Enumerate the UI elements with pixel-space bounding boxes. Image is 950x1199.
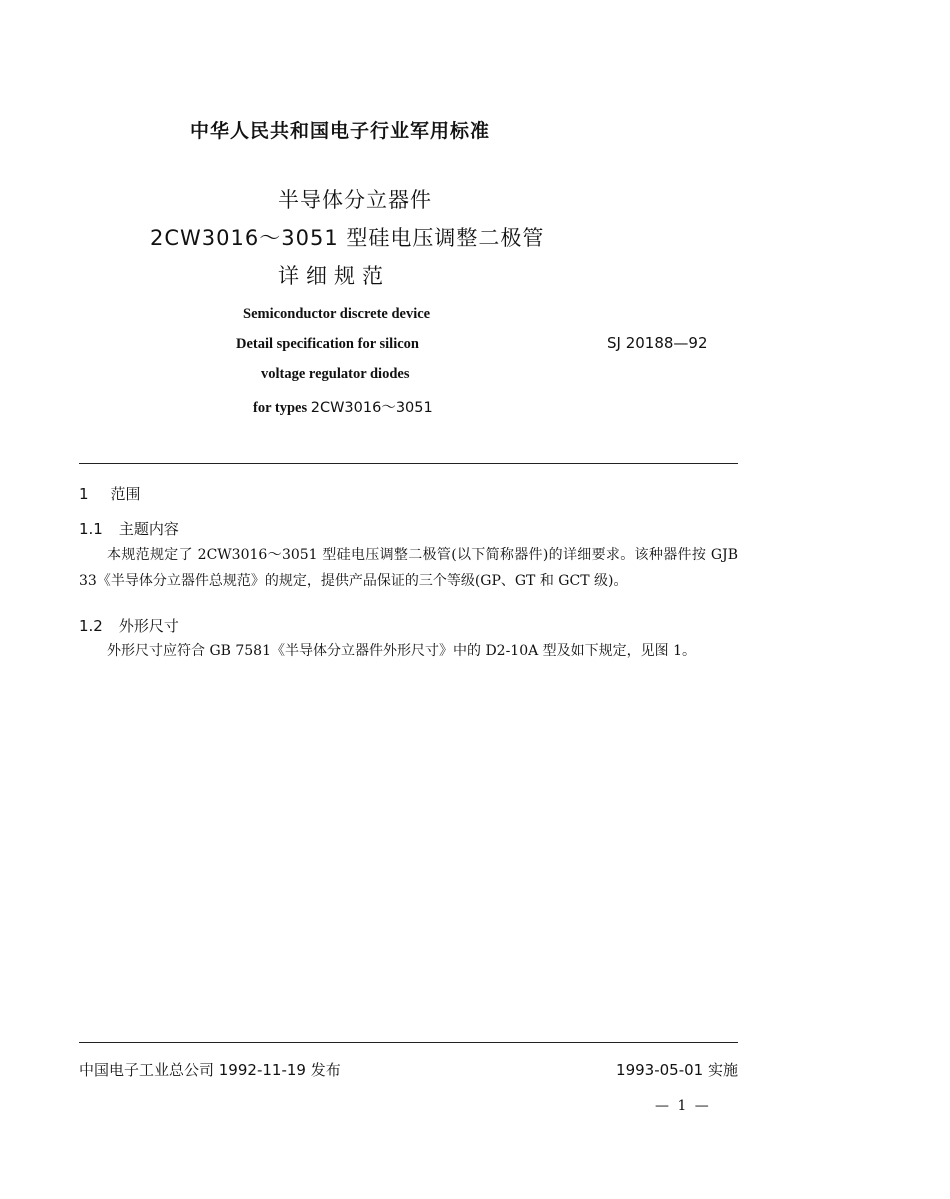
issue-date: 中国电子工业总公司 1992-11-19 发布 — [79, 1061, 341, 1079]
title-en-line-4-types: 2CW3016～3051 — [310, 400, 433, 416]
title-en-line-4 — [253, 396, 433, 417]
title-en-line-3: voltage regulator diodes — [261, 366, 410, 382]
title-cn-line-1: 半导体分立器件 — [278, 188, 432, 212]
section-1-heading — [79, 483, 141, 504]
section-1-2-heading — [79, 615, 179, 636]
section-1-title: 范围 — [110, 485, 141, 503]
title-en-line-1: Semiconductor discrete device — [243, 306, 431, 322]
title-en-line-4-prefix: for types — [253, 400, 311, 416]
bottom-divider — [79, 1042, 738, 1043]
section-1-1-title: 主题内容 — [118, 520, 179, 538]
section-1-1-paragraph: 本规范规定了 2CW3016～3051 型硅电压调整二极管(以下简称器件)的详细要求。该种器件按 GJB 33《半导体分立器件总规范》的规定，提供产品保证的三个等级(GP、GT 和 GCT 级)。 — [79, 547, 738, 589]
title-cn-line-3: 详细规范 — [278, 264, 390, 288]
page-number: — 1 — — [655, 1098, 711, 1114]
title-cn-line-2: 2CW3016～3051 型硅电压调整二极管 — [150, 226, 545, 250]
section-1-2-number: 1.2 — [79, 617, 103, 635]
section-1-1-heading — [79, 518, 179, 539]
title-en-line-2: Detail specification for silicon — [236, 336, 419, 352]
standard-code: SJ 20188—92 — [607, 334, 708, 352]
section-1-number: 1 — [79, 485, 89, 503]
section-1-2-paragraph: 外形尺寸应符合 GB 7581《半导体分立器件外形尺寸》中的 D2-10A 型及如下规定，见图 1。 — [107, 643, 697, 659]
section-1-1-number: 1.1 — [79, 520, 103, 538]
effective-date: 1993-05-01 实施 — [616, 1061, 738, 1079]
standard-category-header: 中华人民共和国电子行业军用标准 — [190, 120, 491, 142]
section-1-2-title: 外形尺寸 — [118, 617, 179, 635]
top-divider — [79, 463, 738, 464]
